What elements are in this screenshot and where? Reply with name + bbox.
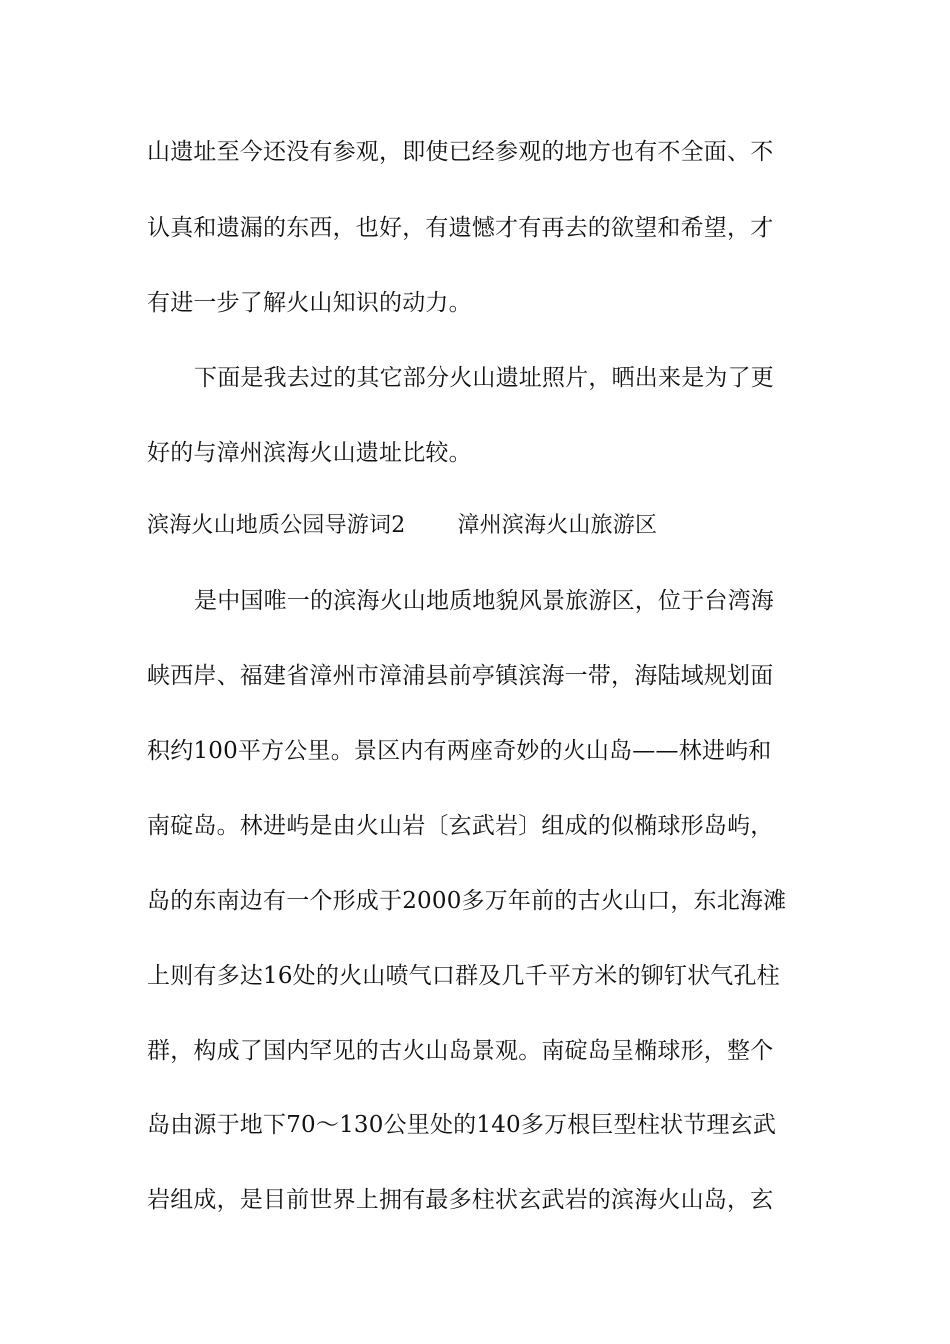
- text-line: 群，构成了国内罕见的古火山岛景观。南碇岛呈椭球形，整个: [147, 1038, 774, 1064]
- text-line: 下面是我去过的其它部分火山遗址照片，晒出来是为了更: [194, 365, 774, 391]
- text-line: 南碇岛。林进屿是由火山岩〔玄武岩〕组成的似椭球形岛屿，: [147, 813, 774, 839]
- text-line: 积约100平方公里。景区内有两座奇妙的火山岛——林进屿和: [147, 738, 772, 764]
- text-line: 山遗址至今还没有参观，即使已经参观的地方也有不全面、不: [147, 139, 774, 165]
- text-line: 有进一步了解火山知识的动力。: [147, 290, 472, 316]
- text-line: 上则有多达16处的火山喷气口群及几千平方米的铆钉状气孔柱: [147, 963, 780, 989]
- section-heading: [147, 511, 657, 541]
- text-line: 认真和遗漏的东西，也好，有遗憾才有再去的欲望和希望，才: [147, 215, 774, 241]
- text-line: 岩组成，是目前世界上拥有最多柱状玄武岩的滨海火山岛，玄: [147, 1187, 774, 1213]
- text-line: 峡西岸、福建省漳州市漳浦县前亭镇滨海一带，海陆域规划面: [147, 663, 774, 689]
- text-line: 岛由源于地下70～130公里处的140多万根巨型柱状节理玄武: [147, 1112, 777, 1138]
- text-line: 岛的东南边有一个形成于2000多万年前的古火山口，东北海滩: [147, 888, 787, 914]
- text-line: 好的与漳州滨海火山遗址比较。: [147, 440, 472, 466]
- heading-title: 滨海火山地质公园导游词2: [147, 513, 406, 538]
- heading-subtitle: 漳州滨海火山旅游区: [457, 513, 658, 538]
- text-line: 是中国唯一的滨海火山地质地貌风景旅游区，位于台湾海: [194, 588, 774, 614]
